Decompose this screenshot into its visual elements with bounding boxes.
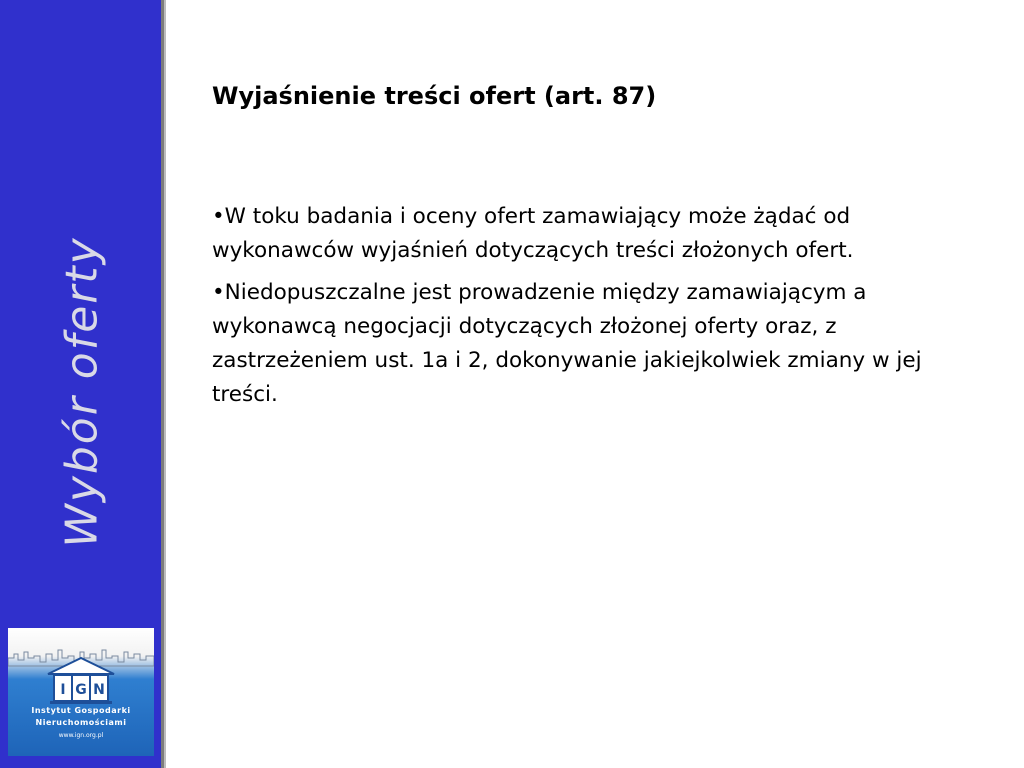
logo-name-line2: Nieruchomościami [35,718,127,727]
sidebar-title: Wybór oferty [56,236,108,548]
logo-letter-n: N [93,682,105,698]
logo-name-line1: Instytut Gospodarki [31,706,131,715]
logo-letter-i: I [60,682,66,698]
sidebar-band [0,0,164,768]
bullet-paragraph: •W toku badania i oceny ofert zamawiający może żądać od wykonawców wyjaśnień dotyczących treści złożonych ofert. [212,204,854,263]
logo-letter-g: G [75,682,87,698]
slide-content [212,200,982,420]
slide-heading: Wyjaśnienie treści ofert (art. 87) [212,82,657,110]
ign-logo [8,628,154,756]
bullet-paragraph: •Niedopuszczalne jest prowadzenie między zamawiającym a wykonawcą negocjacji dotyczących złożonej oferty oraz, z zastrzeżeniem ust. 1a i 2, dokonywanie jakiejkolwiek zmiany w jej treści. [212,280,922,407]
logo-url: www.ign.org.pl [58,732,104,739]
